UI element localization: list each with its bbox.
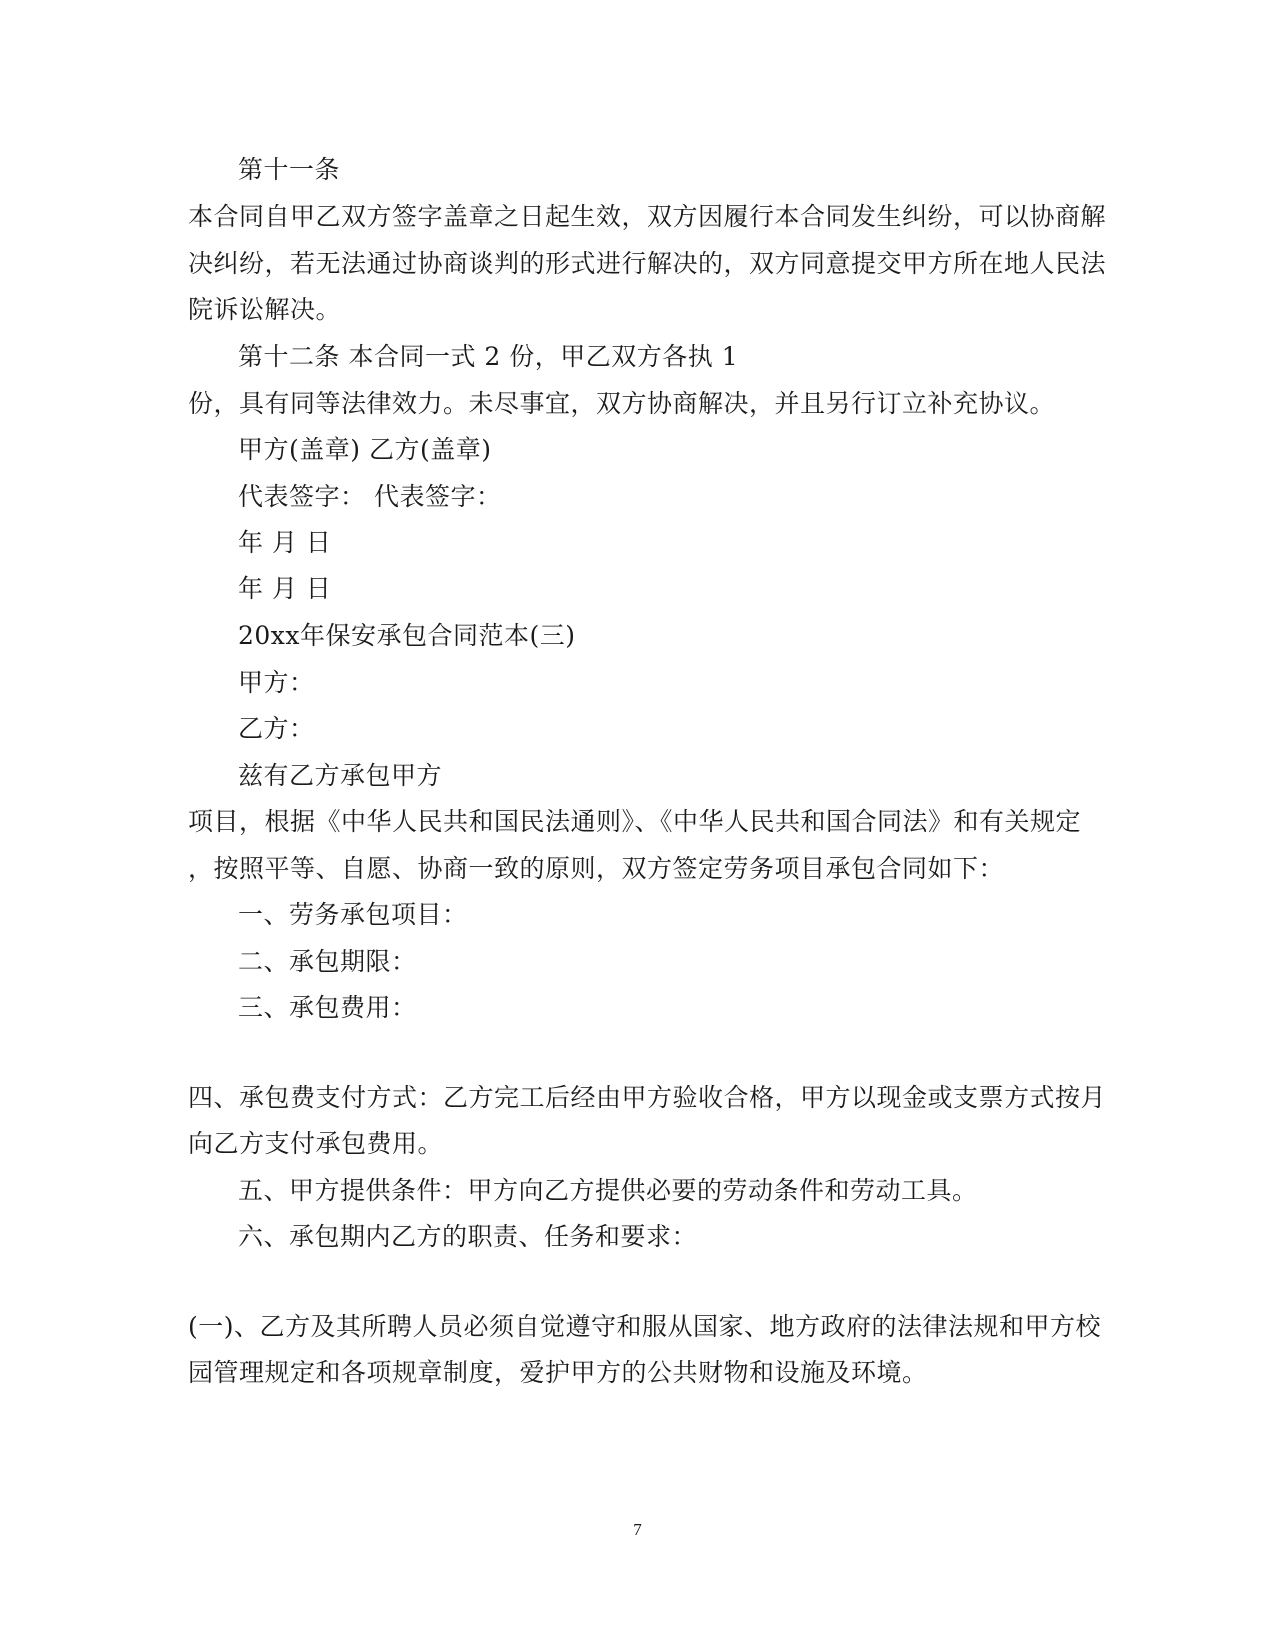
paragraph-line: 兹有乙方承包甲方 <box>238 761 443 790</box>
signature-line: 代表签字： 代表签字： <box>238 482 502 511</box>
paragraph-line: 项目，根据《中华人民共和国民法通则》、《中华人民共和国合同法》和有关规定 <box>188 807 1082 836</box>
article-11-heading: 第十一条 <box>238 155 341 184</box>
paragraph-line: 四、承包费支付方式：乙方完工后经由甲方验收合格，甲方以现金或支票方式按月 <box>188 1083 1107 1112</box>
paragraph-line: 本合同自甲乙双方签字盖章之日起生效，双方因履行本合同发生纠纷，可以协商解 <box>188 202 1107 231</box>
page-number: 7 <box>633 1520 642 1539</box>
article-12-line: 第十二条 本合同一式 2 份，甲乙双方各执 1 <box>238 342 739 371</box>
paragraph-line: 决纠纷，若无法通过协商谈判的形式进行解决的，双方同意提交甲方所在地人民法 <box>188 249 1107 278</box>
date-line: 年 月 日 <box>238 528 332 557</box>
paragraph-line: 园管理规定和各项规章制度，爱护甲方的公共财物和设施及环境。 <box>188 1358 928 1387</box>
paragraph-line: (一)、乙方及其所聘人员必须自觉遵守和服从国家、地方政府的法律法规和甲方校 <box>188 1312 1102 1341</box>
date-line: 年 月 日 <box>238 574 332 603</box>
paragraph-line: 院诉讼解决。 <box>188 295 342 324</box>
paragraph-line: ，按照平等、自愿、协商一致的原则，双方签定劳务项目承包合同如下： <box>188 854 1005 883</box>
clause-item: 一、劳务承包项目： <box>238 900 468 929</box>
clause-item: 五、甲方提供条件：甲方向乙方提供必要的劳动条件和劳动工具。 <box>238 1176 978 1205</box>
seal-line: 甲方(盖章) 乙方(盖章) <box>238 435 492 464</box>
section-title: 20xx年保安承包合同范本(三) <box>238 621 576 650</box>
paragraph-line: 向乙方支付承包费用。 <box>188 1129 444 1158</box>
clause-item: 三、承包费用： <box>238 993 417 1022</box>
paragraph-line: 份，具有同等法律效力。未尽事宜，双方协商解决，并且另行订立补充协议。 <box>188 389 1056 418</box>
party-a-line: 甲方： <box>238 668 315 697</box>
party-b-line: 乙方： <box>238 714 315 743</box>
clause-item: 六、承包期内乙方的职责、任务和要求： <box>238 1222 698 1251</box>
clause-item: 二、承包期限： <box>238 947 417 976</box>
